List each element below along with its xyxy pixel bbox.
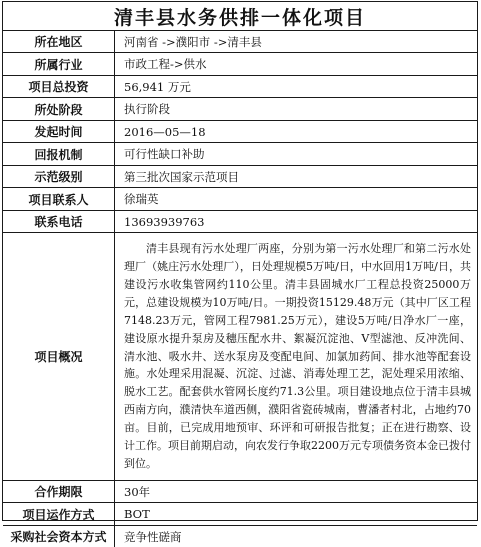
row-label-operation-mode: 项目运作方式	[3, 503, 115, 526]
table-row	[3, 526, 477, 547]
sheet-title: 清丰县水务供排一体化项目	[3, 2, 477, 31]
table-row	[3, 31, 477, 53]
table-row	[3, 166, 477, 188]
row-label-cooperation-term: 合作期限	[3, 481, 115, 503]
project-info-sheet	[2, 1, 478, 521]
row-label-contact: 项目联系人	[3, 188, 115, 211]
row-value-cooperation-term: 30年	[115, 481, 478, 503]
row-label-procurement: 采购社会资本方式	[3, 526, 115, 547]
table-row	[3, 481, 477, 503]
row-label-investment: 项目总投资	[3, 76, 115, 98]
table-row	[3, 211, 477, 233]
row-label-stage: 所处阶段	[3, 98, 115, 121]
row-value-stage: 执行阶段	[115, 98, 478, 121]
table-row	[3, 53, 477, 76]
row-value-start-date: 2016—05—18	[115, 121, 478, 143]
row-label-start-date: 发起时间	[3, 121, 115, 143]
row-value-overview: 清丰县现有污水处理厂两座，分别为第一污水处理厂和第二污水处理厂（姚庄污水处理厂），日处理规模5万吨/日，中水回用1万吨/日，共建设污水收集管网约110公里。清丰县固城水厂工程总投资25000万元，总建设规模为10万吨/日。一期投资15129.48万元（其中厂区工程7148.23万元，管网工程7981.25万元），建设5万吨/日净水厂一座，建设原水提升泵房及穗压配水井、絮凝沉淀池、V型滤池、反冲洗间、清水池、吸水井、送水泵房及变配电间、加氯加药间、排水池等配套设施。水处理采用混凝、沉淀、过滤、消毒处理工艺，泥处理采用浓缩、脱水工艺。配套供水管网长度约71.3公里。项目建设地点位于清丰县城西南方向，濮清快车道西侧，濮阳省瓷砖城南，曹潘者村北，占地约70亩。目前，已完成用地预审、环评和可研报告批复；正在进行勘察、设计工作。项目前期启动，向农发行争取2200万元专项债务资本金已拨付到位。	[115, 233, 478, 481]
row-label-region: 所在地区	[3, 31, 115, 53]
row-value-investment: 56,941 万元	[115, 76, 478, 98]
row-label-overview: 项目概况	[3, 233, 115, 481]
table-row	[3, 143, 477, 166]
row-value-return-mechanism: 可行性缺口补助	[115, 143, 478, 166]
row-label-demo-level: 示范级别	[3, 166, 115, 188]
table-row	[3, 188, 477, 211]
row-label-industry: 所属行业	[3, 53, 115, 76]
row-value-demo-level: 第三批次国家示范项目	[115, 166, 478, 188]
project-info-table	[3, 31, 477, 547]
table-row	[3, 76, 477, 98]
row-value-industry: 市政工程->供水	[115, 53, 478, 76]
row-value-contact: 徐瑞英	[115, 188, 478, 211]
row-label-phone: 联系电话	[3, 211, 115, 233]
table-row	[3, 503, 477, 526]
row-label-return-mechanism: 回报机制	[3, 143, 115, 166]
row-value-procurement: 竞争性磋商	[115, 526, 478, 547]
table-row	[3, 98, 477, 121]
row-value-operation-mode: BOT	[115, 503, 478, 526]
table-row	[3, 121, 477, 143]
row-value-region: 河南省 ->濮阳市 ->清丰县	[115, 31, 478, 53]
table-row	[3, 233, 477, 481]
row-value-phone: 13693939763	[115, 211, 478, 233]
